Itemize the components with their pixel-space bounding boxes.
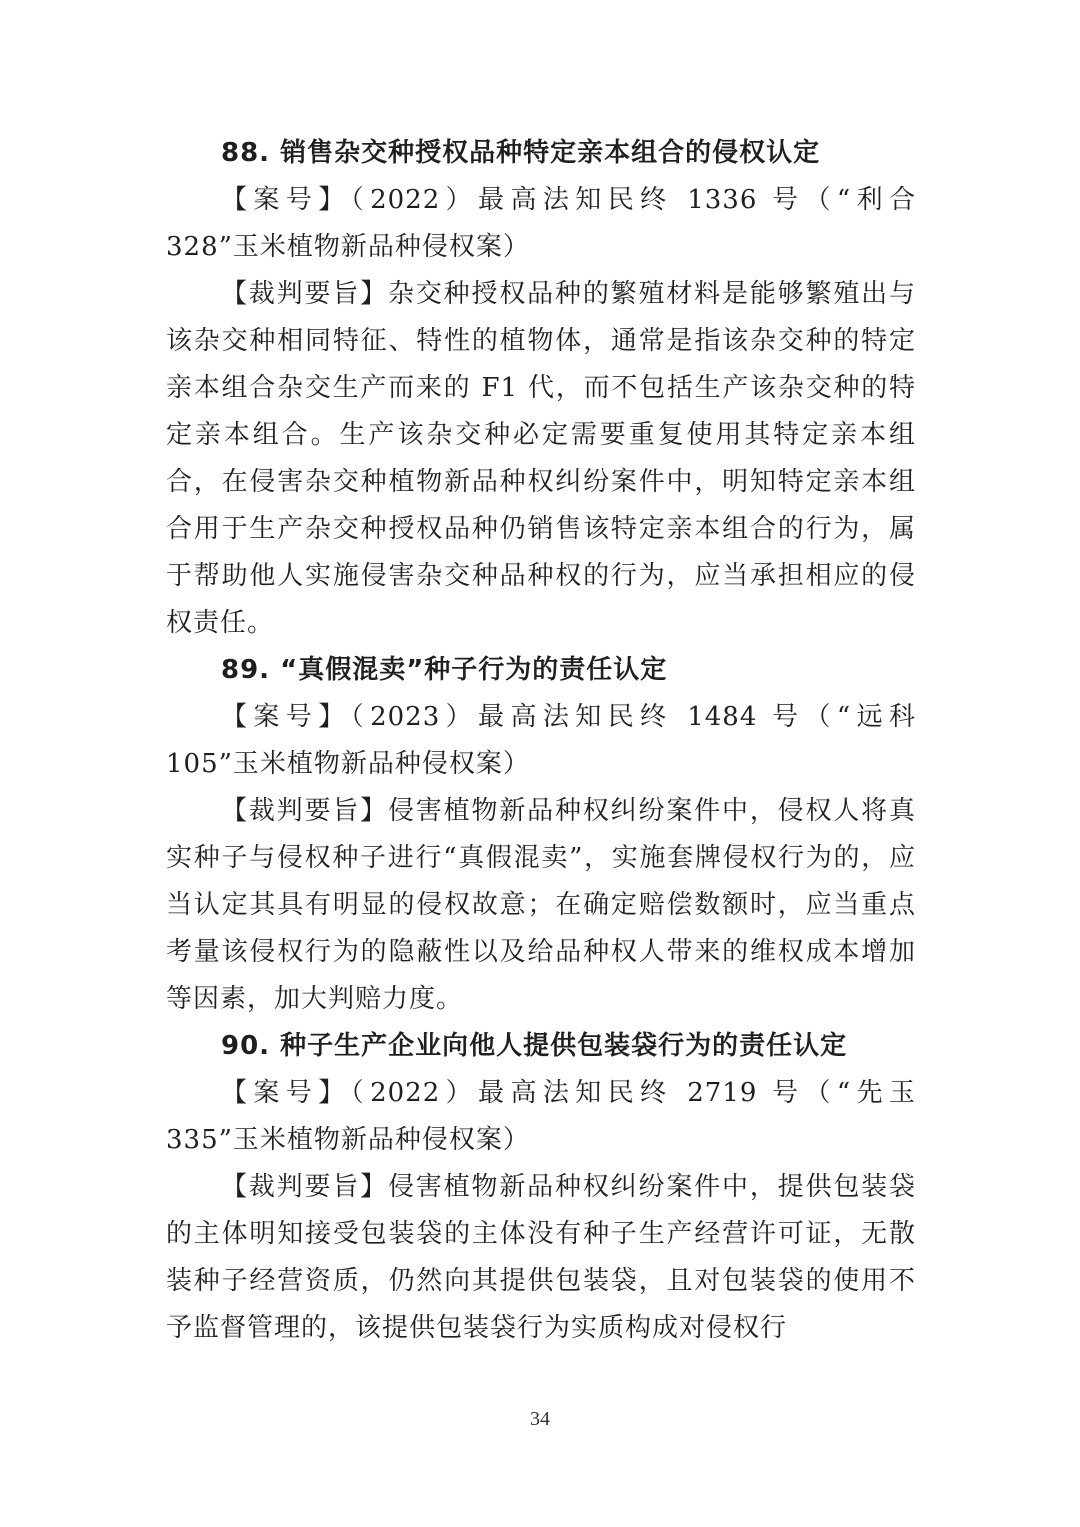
- holding-text: 杂交种授权品种的繁殖材料是能够繁殖出与该杂交种相同特征、特性的植物体，通常是指该杂交种的特定亲本组合杂交生产而来的 F1 代，而不包括生产该杂交种的特定亲本组合。生产该杂交种必定需要重复使用其特定亲本组合，在侵害杂交种植物新品种权纠纷案件中，明知特定亲本组合用于生产杂交种授权品种仍销售该特定亲本组合的行为，属于帮助他人实施侵害杂交种品种权的行为，应当承担相应的侵权责任。: [166, 279, 916, 638]
- holding-label: 【裁判要旨】: [221, 1172, 388, 1202]
- page-content: [166, 130, 916, 1352]
- case-number-text: （2022）最高法知民终 2719 号（“先玉 335”玉米植物新品种侵权案）: [166, 1078, 916, 1155]
- holding-paragraph-88: [166, 271, 916, 647]
- case-number-label: 【案号】: [221, 702, 351, 732]
- holding-label: 【裁判要旨】: [221, 279, 388, 309]
- holding-text: 侵害植物新品种权纠纷案件中，侵权人将真实种子与侵权种子进行“真假混卖”，实施套牌侵权行为的，应当认定其具有明显的侵权故意；在确定赔偿数额时，应当重点考量该侵权行为的隐蔽性以及给品种权人带来的维权成本增加等因素，加大判赔力度。: [166, 796, 916, 1014]
- section-heading-90: 90. 种子生产企业向他人提供包装袋行为的责任认定: [221, 1031, 848, 1061]
- case-number-paragraph-90: [166, 1070, 916, 1164]
- case-number-paragraph-89: [166, 694, 916, 788]
- holding-text: 侵害植物新品种权纠纷案件中，提供包装袋的主体明知接受包装袋的主体没有种子生产经营许可证，无散装种子经营资质，仍然向其提供包装袋，且对包装袋的使用不予监督管理的，该提供包装袋行为实质构成对侵权行: [166, 1172, 916, 1343]
- section-heading-88: 88. 销售杂交种授权品种特定亲本组合的侵权认定: [221, 138, 821, 168]
- holding-paragraph-90: [166, 1164, 916, 1352]
- case-number-text: （2023）最高法知民终 1484 号（“远科 105”玉米植物新品种侵权案）: [166, 702, 916, 779]
- case-number-text: （2022）最高法知民终 1336 号（“利合 328”玉米植物新品种侵权案）: [166, 185, 916, 262]
- case-number-label: 【案号】: [221, 1078, 351, 1108]
- section-heading-89: 89. “真假混卖”种子行为的责任认定: [221, 655, 668, 685]
- case-number-paragraph-88: [166, 177, 916, 271]
- holding-label: 【裁判要旨】: [221, 796, 388, 826]
- page-number: 34: [530, 1408, 550, 1430]
- case-number-label: 【案号】: [221, 185, 351, 215]
- holding-paragraph-89: [166, 788, 916, 1023]
